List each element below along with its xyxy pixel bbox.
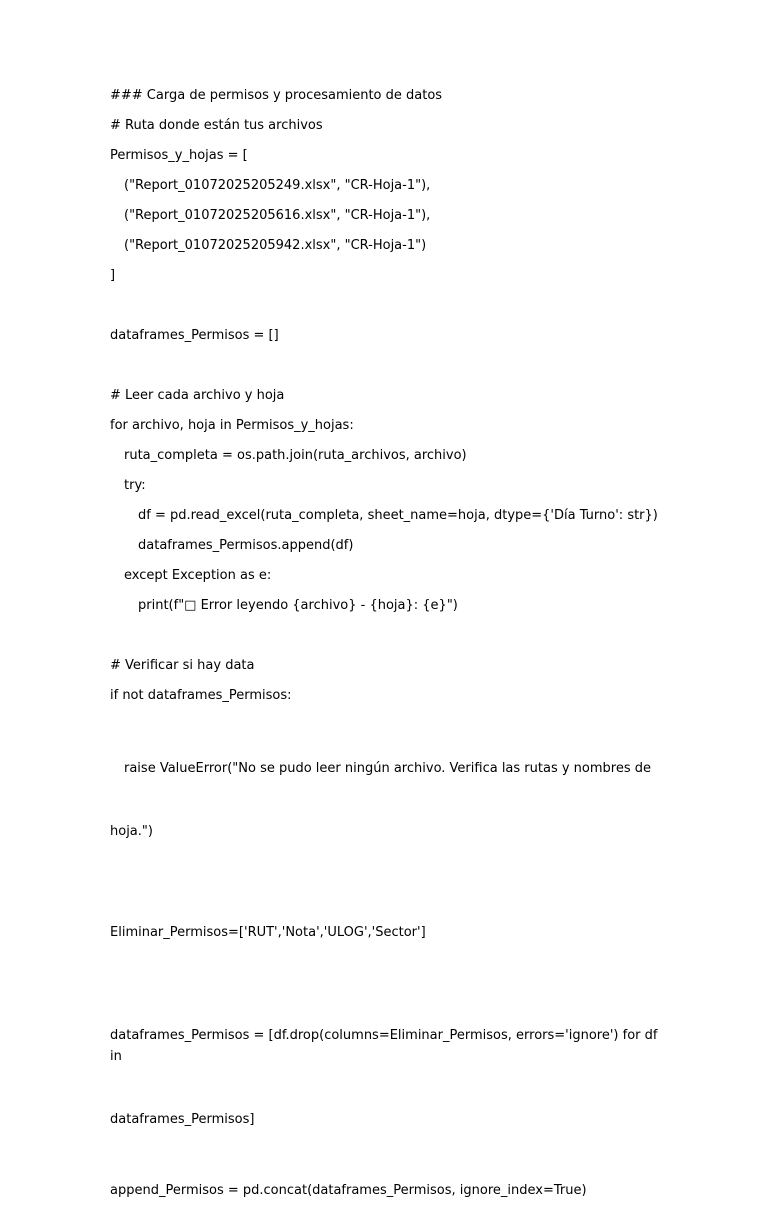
code-line-tuple-3: ("Report_01072025205942.xlsx", "CR-Hoja-1"): [124, 238, 427, 253]
code-content: [110, 86, 662, 1211]
code-line-tuple-1: ("Report_01072025205249.xlsx", "CR-Hoja-1"),: [124, 178, 431, 193]
code-line-eliminar: Eliminar_Permisos=['RUT','Nota','ULOG','Sector']: [110, 925, 426, 940]
code-line-comment-route: # Ruta donde están tus archivos: [110, 118, 323, 133]
code-line-concat: append_Permisos = pd.concat(dataframes_Permisos, ignore_index=True): [110, 1183, 587, 1198]
code-line-raise-part-2: hoja."): [110, 824, 153, 839]
blank-line: [110, 893, 658, 923]
code-line-list-close: ]: [110, 268, 116, 283]
blank-line: [110, 953, 658, 983]
code-line-read-excel: df = pd.read_excel(ruta_completa, sheet_name=hoja, dtype={'Día Turno': str}): [138, 508, 658, 523]
code-line-comment-verify: # Verificar si hay data: [110, 658, 255, 673]
code-line-print-error: print(f"□ Error leyendo {archivo} - {hoja}: {e}"): [138, 598, 458, 613]
code-line-tuple-2: ("Report_01072025205616.xlsx", "CR-Hoja-1"),: [124, 208, 431, 223]
code-line-raise-part-1: raise ValueError("No se pudo leer ningún archivo. Verifica las rutas y nombres de: [124, 761, 652, 776]
code-line-drop-part-2: dataframes_Permisos]: [110, 1112, 255, 1127]
code-line-raise: [110, 716, 658, 884]
blank-line: [110, 356, 658, 386]
code-line-try: try:: [124, 478, 146, 493]
code-line-if-not: if not dataframes_Permisos:: [110, 688, 292, 703]
code-line-append: dataframes_Permisos.append(df): [138, 538, 354, 553]
code-line-drop-part-1: dataframes_Permisos = [df.drop(columns=Eliminar_Permisos, errors='ignore') for df in: [110, 1028, 662, 1064]
code-line-except: except Exception as e:: [124, 568, 272, 583]
blank-line: [110, 296, 658, 326]
code-line-list-open: Permisos_y_hojas = [: [110, 148, 248, 163]
code-line-heading: ### Carga de permisos y procesamiento de datos: [110, 88, 443, 103]
code-line-drop: [110, 983, 662, 1172]
code-line-dataframes-init: dataframes_Permisos = []: [110, 328, 279, 343]
code-line-for-loop: for archivo, hoja in Permisos_y_hojas:: [110, 418, 354, 433]
code-line-comment-read: # Leer cada archivo y hoja: [110, 388, 285, 403]
blank-line: [110, 626, 658, 656]
code-line-path-join: ruta_completa = os.path.join(ruta_archivos, archivo): [124, 448, 467, 463]
